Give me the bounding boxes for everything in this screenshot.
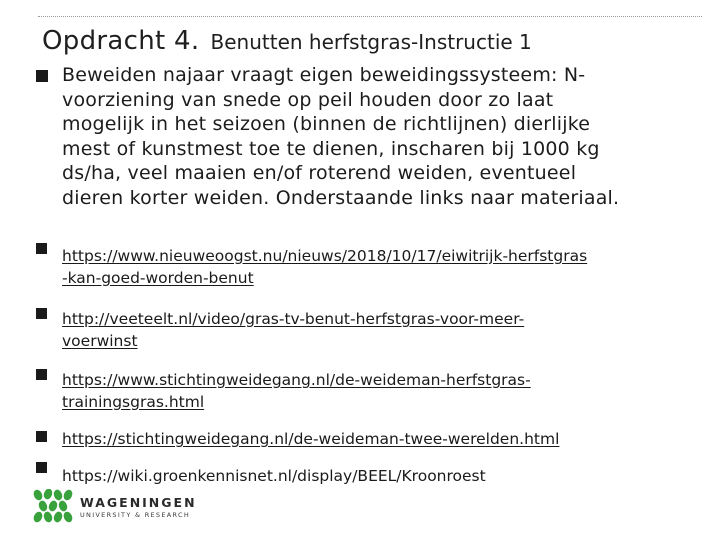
intro-line: mogelijk in het seizoen (binnen de richtlijnen) dierlijke — [62, 113, 591, 135]
intro-line: mest of kunstmest toe te dienen, inscharen bij 1000 kg — [62, 137, 600, 160]
bullet-square-icon — [36, 308, 47, 319]
bullet-square-icon — [36, 70, 48, 82]
slide-title-sub: Benutten herfstgras-Instructie 1 — [210, 30, 532, 54]
link-line: http://veeteelt.nl/video/gras-tv-benut-herfstgras-voor-meer- — [62, 310, 525, 328]
link-line: https://www.stichtingweidegang.nl/de-weideman-herfstgras- — [62, 371, 531, 389]
wageningen-leaf-icon — [32, 489, 76, 523]
logo-sub-text: UNIVERSITY & RESEARCH — [80, 511, 191, 519]
bullet-square-icon — [36, 431, 47, 442]
link-line: trainingsgras.html — [62, 393, 205, 411]
intro-paragraph — [62, 63, 712, 210]
slide-title-main: Opdracht 4. — [42, 26, 200, 56]
slide-title — [42, 26, 532, 56]
intro-line: voorziening van snede op peil houden door zo laat — [62, 88, 554, 111]
title-dotted-rule — [38, 16, 702, 17]
link-line: https://stichtingweidegang.nl/de-weideman-twee-werelden.html — [62, 430, 560, 448]
intro-line: ds/ha, veel maaien en/of roterend weiden, eventueel — [62, 162, 577, 184]
intro-line: Beweiden najaar vraagt eigen beweidingssysteem: N- — [62, 64, 586, 86]
bullet-square-icon — [36, 243, 47, 254]
link-stichtingweidegang-herfstgras[interactable] — [62, 369, 702, 413]
link-line: https://www.nieuweoogst.nu/nieuws/2018/10/17/eiwitrijk-herfstgras — [62, 247, 588, 265]
link-line: voerwinst — [62, 332, 138, 350]
bullet-square-icon — [36, 462, 47, 473]
link-line: -kan-goed-worden-benut — [62, 269, 254, 287]
link-veeteelt[interactable] — [62, 308, 702, 352]
link-groenkennisnet[interactable]: https://wiki.groenkennisnet.nl/display/BEEL/Kroonroest — [62, 467, 486, 485]
wageningen-logo — [32, 489, 202, 523]
bullet-square-icon — [36, 369, 47, 380]
logo-brand-text: WAGENINGEN — [80, 495, 197, 510]
intro-line: dieren korter weiden. Onderstaande links naar materiaal. — [62, 186, 620, 209]
link-nieuweoogst[interactable] — [62, 245, 702, 289]
link-stichtingweidegang-twee-werelden[interactable] — [62, 428, 702, 450]
